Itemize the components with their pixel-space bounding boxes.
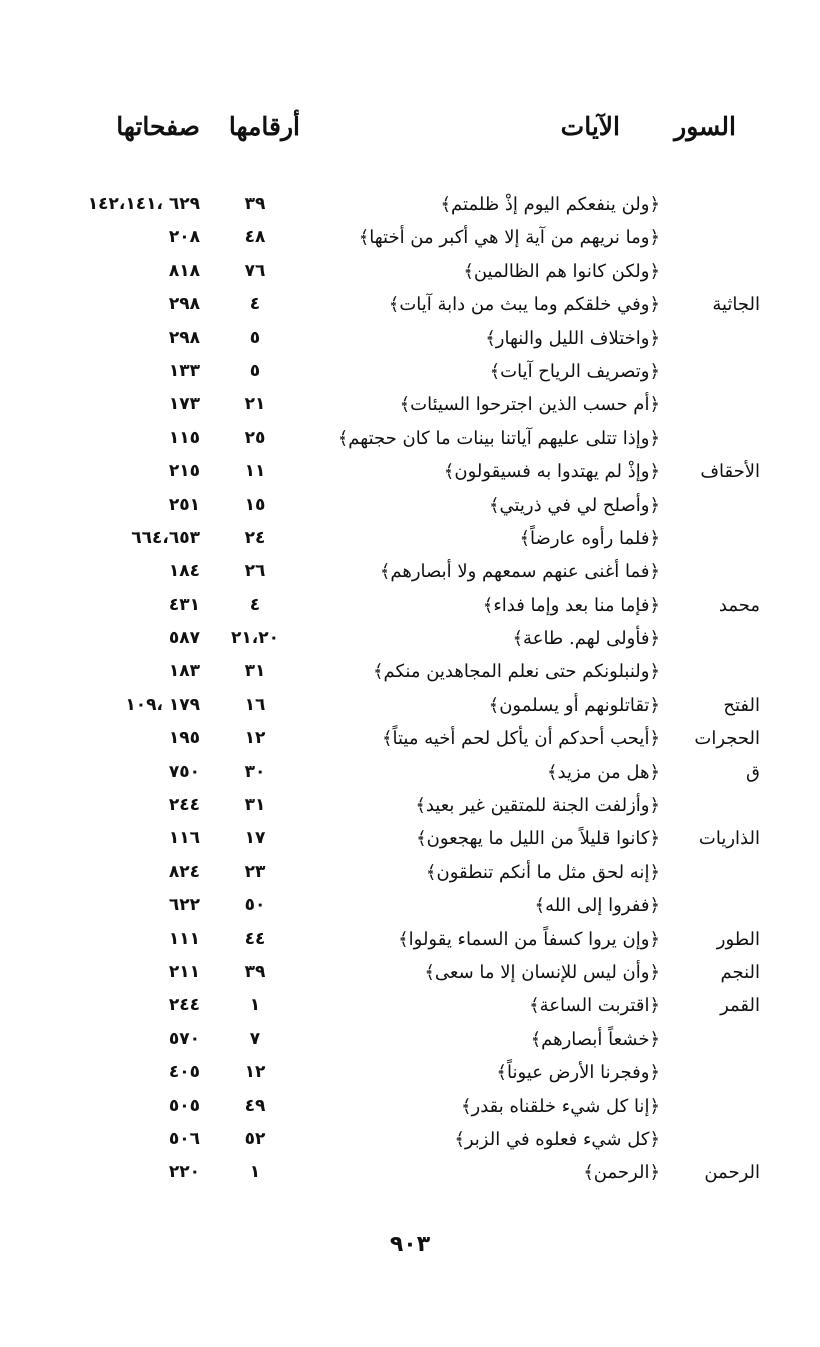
verse-number: ٢١: [244, 394, 266, 415]
verse-number: ٢٦: [244, 561, 266, 582]
page-references: ٦٢٩ ،١٤٢،١٤١: [87, 194, 200, 214]
verse-text: ﴿كانوا قليلاً من الليل ما يهجعون﴾: [416, 828, 660, 850]
index-row: [0, 1090, 820, 1123]
verse-text: ﴿وفي خلقكم وما يبث من دابة آيات﴾: [388, 294, 660, 316]
header-surahs: السور: [674, 112, 736, 141]
verse-text: ﴿وإذا تتلى عليهم آياتنا بينات ما كان حجتهم﴾: [337, 427, 660, 449]
index-row: [0, 989, 820, 1022]
verse-number: ٢٥: [244, 427, 266, 448]
surah-name: الذاريات: [698, 828, 760, 850]
page-references: ٢١١: [168, 961, 200, 982]
verse-text: ﴿وفجرنا الأرض عيوناً﴾: [496, 1062, 660, 1084]
verse-text: ﴿تقاتلونهم أو يسلمون﴾: [488, 694, 660, 716]
index-row: [0, 889, 820, 922]
surah-name: الحجرات: [694, 728, 760, 750]
verse-text: ﴿وإن يروا كسفاً من السماء يقولوا﴾: [398, 928, 660, 950]
page-references: ٢٩٨: [168, 294, 200, 315]
page-references: ٤٣١: [168, 594, 200, 615]
page-references: ١٨٣: [168, 661, 200, 682]
index-row: [0, 589, 820, 622]
header-pages: صفحاتها: [116, 112, 200, 141]
index-row: [0, 489, 820, 522]
verse-text: ﴿وأن ليس للإنسان إلا ما سعى﴾: [424, 961, 660, 983]
verse-number: ٥٠: [244, 895, 266, 916]
page-references: ٨٢٤: [168, 861, 200, 882]
index-row: [0, 455, 820, 488]
verse-text: ﴿فأولى لهم. طاعة﴾: [512, 628, 660, 650]
verse-text: ﴿اقتربت الساعة﴾: [529, 995, 660, 1017]
index-row: [0, 956, 820, 989]
page-references: ١٧٣: [168, 394, 200, 415]
verse-text: ﴿واختلاف الليل والنهار﴾: [485, 327, 660, 349]
verse-text: ﴿خشعاً أبصارهم﴾: [530, 1028, 660, 1050]
verse-text: ﴿ولنبلونكم حتى نعلم المجاهدين منكم﴾: [372, 661, 660, 683]
verse-number: ٢١،٢٠: [231, 628, 279, 649]
verse-text: ﴿فلما رأوه عارضاً﴾: [519, 527, 660, 549]
page-references: ٨١٨: [168, 260, 200, 281]
verse-number: ٥٢: [244, 1128, 266, 1149]
verse-text: ﴿وتصريف الرياح آيات﴾: [489, 360, 660, 382]
index-row: [0, 355, 820, 388]
index-row: [0, 923, 820, 956]
verse-number: ١٢: [244, 728, 266, 749]
page-references: ٤٠٥: [168, 1062, 200, 1083]
index-row: [0, 388, 820, 421]
index-row: [0, 1056, 820, 1089]
page-references: ٥٨٧: [168, 628, 200, 649]
verse-number: ١١: [244, 461, 266, 482]
verse-number: ٧: [249, 1028, 261, 1049]
verse-text: ﴿فما أغنى عنهم سمعهم ولا أبصارهم﴾: [379, 561, 660, 583]
index-row: [0, 322, 820, 355]
page-references: ٢٥١: [168, 494, 200, 515]
verse-index-list: [0, 188, 820, 1190]
index-row: [0, 255, 820, 288]
surah-name: الرحمن: [704, 1162, 760, 1184]
verse-number: ١٥: [244, 494, 266, 515]
header-verses: الآيات: [560, 112, 620, 141]
verse-number: ٤: [249, 294, 261, 315]
page-references: ١٧٩ ،١٠٩: [125, 694, 200, 715]
verse-number: ٤٨: [244, 227, 266, 248]
index-row: [0, 221, 820, 254]
verse-text: ﴿إنا كل شيء خلقناه بقدر﴾: [460, 1095, 660, 1117]
page-references: ٢٢٠: [168, 1162, 200, 1183]
verse-number: ٥: [249, 327, 261, 348]
index-row: [0, 822, 820, 855]
index-row: [0, 689, 820, 722]
verse-number: ٢٤: [244, 527, 266, 548]
page-references: ٢٤٤: [168, 795, 200, 816]
verse-text: ﴿إنه لحق مثل ما أنكم تنطقون﴾: [425, 861, 660, 883]
verse-text: ﴿وأصلح لي في ذريتي﴾: [488, 494, 660, 516]
verse-number: ٢٣: [244, 861, 266, 882]
verse-number: ١٧: [244, 828, 266, 849]
verse-number: ١: [249, 1162, 261, 1183]
page-references: ٢١٥: [168, 461, 200, 482]
header-verse-numbers: أرقامها: [228, 112, 300, 141]
page-references: ٢٤٤: [168, 995, 200, 1016]
surah-name: الجاثية: [712, 294, 760, 316]
index-row: [0, 288, 820, 321]
verse-number: ٣١: [244, 661, 266, 682]
verse-text: ﴿كل شيء فعلوه في الزبر﴾: [454, 1128, 660, 1150]
page-number: ٩٠٣: [389, 1232, 431, 1257]
verse-number: ١٦: [244, 694, 266, 715]
verse-text: ﴿أيحب أحدكم أن يأكل لحم أخيه ميتاً﴾: [381, 728, 660, 750]
verse-text: ﴿وإذْ لم يهتدوا به فسيقولون﴾: [443, 461, 660, 483]
page-references: ٦٢٢: [168, 895, 200, 916]
verse-text: ﴿وما نريهم من آية إلا هي أكبر من أختها﴾: [358, 227, 660, 249]
index-row: [0, 522, 820, 555]
page-references: ٢٩٨: [168, 327, 200, 348]
verse-number: ٣٩: [244, 194, 266, 214]
index-row: [0, 789, 820, 822]
verse-number: ٣٠: [244, 761, 266, 782]
verse-text: ﴿أم حسب الذين اجترحوا السيئات﴾: [399, 394, 660, 416]
page-references: ٢٠٨: [168, 227, 200, 248]
verse-number: ٣٩: [244, 961, 266, 982]
surah-name: الفتح: [723, 694, 760, 716]
index-row: [0, 555, 820, 588]
index-row: [0, 188, 820, 221]
page-references: ١١٦: [168, 828, 200, 849]
verse-text: ﴿وأزلفت الجنة للمتقين غير بعيد﴾: [415, 795, 660, 817]
index-row: [0, 756, 820, 789]
verse-number: ٧٦: [244, 260, 266, 281]
verse-text: ﴿ولن ينفعكم اليوم إذْ ظلمتم﴾: [440, 194, 660, 215]
page-references: ١٩٥: [168, 728, 200, 749]
index-row: [0, 1023, 820, 1056]
index-row: [0, 622, 820, 655]
verse-text: ﴿هل من مزيد﴾: [546, 761, 660, 783]
index-row: [0, 655, 820, 688]
verse-number: ٣١: [244, 795, 266, 816]
surah-name: الطور: [716, 928, 760, 950]
surah-name: ق: [746, 761, 760, 783]
surah-name: محمد: [718, 594, 760, 616]
page-references: ٧٥٠: [168, 761, 200, 782]
index-row: [0, 722, 820, 755]
index-row: [0, 856, 820, 889]
verse-number: ١: [249, 995, 261, 1016]
index-row: [0, 1123, 820, 1156]
verse-number: ٤٩: [244, 1095, 266, 1116]
surah-name: القمر: [720, 995, 760, 1017]
verse-number: ٤٤: [244, 928, 266, 949]
verse-text: ﴿الرحمن﴾: [583, 1162, 660, 1184]
page-references: ١١١: [168, 928, 200, 949]
verse-text: ﴿ففروا إلى الله﴾: [534, 895, 660, 917]
verse-text: ﴿فإما منا بعد وإما فداء﴾: [482, 594, 660, 616]
page-references: ٥٧٠: [168, 1028, 200, 1049]
page-references: ٦٦٤،٦٥٣: [131, 527, 200, 548]
verse-number: ٤: [249, 594, 261, 615]
page-references: ٥٠٦: [168, 1128, 200, 1149]
page-references: ١٨٤: [168, 561, 200, 582]
surah-name: الأحقاف: [700, 461, 760, 483]
page-references: ٥٠٥: [168, 1095, 200, 1116]
verse-number: ٥: [249, 360, 261, 381]
verse-number: ١٢: [244, 1062, 266, 1083]
index-row: [0, 422, 820, 455]
verse-text: ﴿ولكن كانوا هم الظالمين﴾: [463, 260, 660, 282]
page-references: ١١٥: [168, 427, 200, 448]
index-row: [0, 1156, 820, 1189]
surah-name: النجم: [720, 961, 760, 983]
page-references: ١٣٣: [168, 360, 200, 381]
